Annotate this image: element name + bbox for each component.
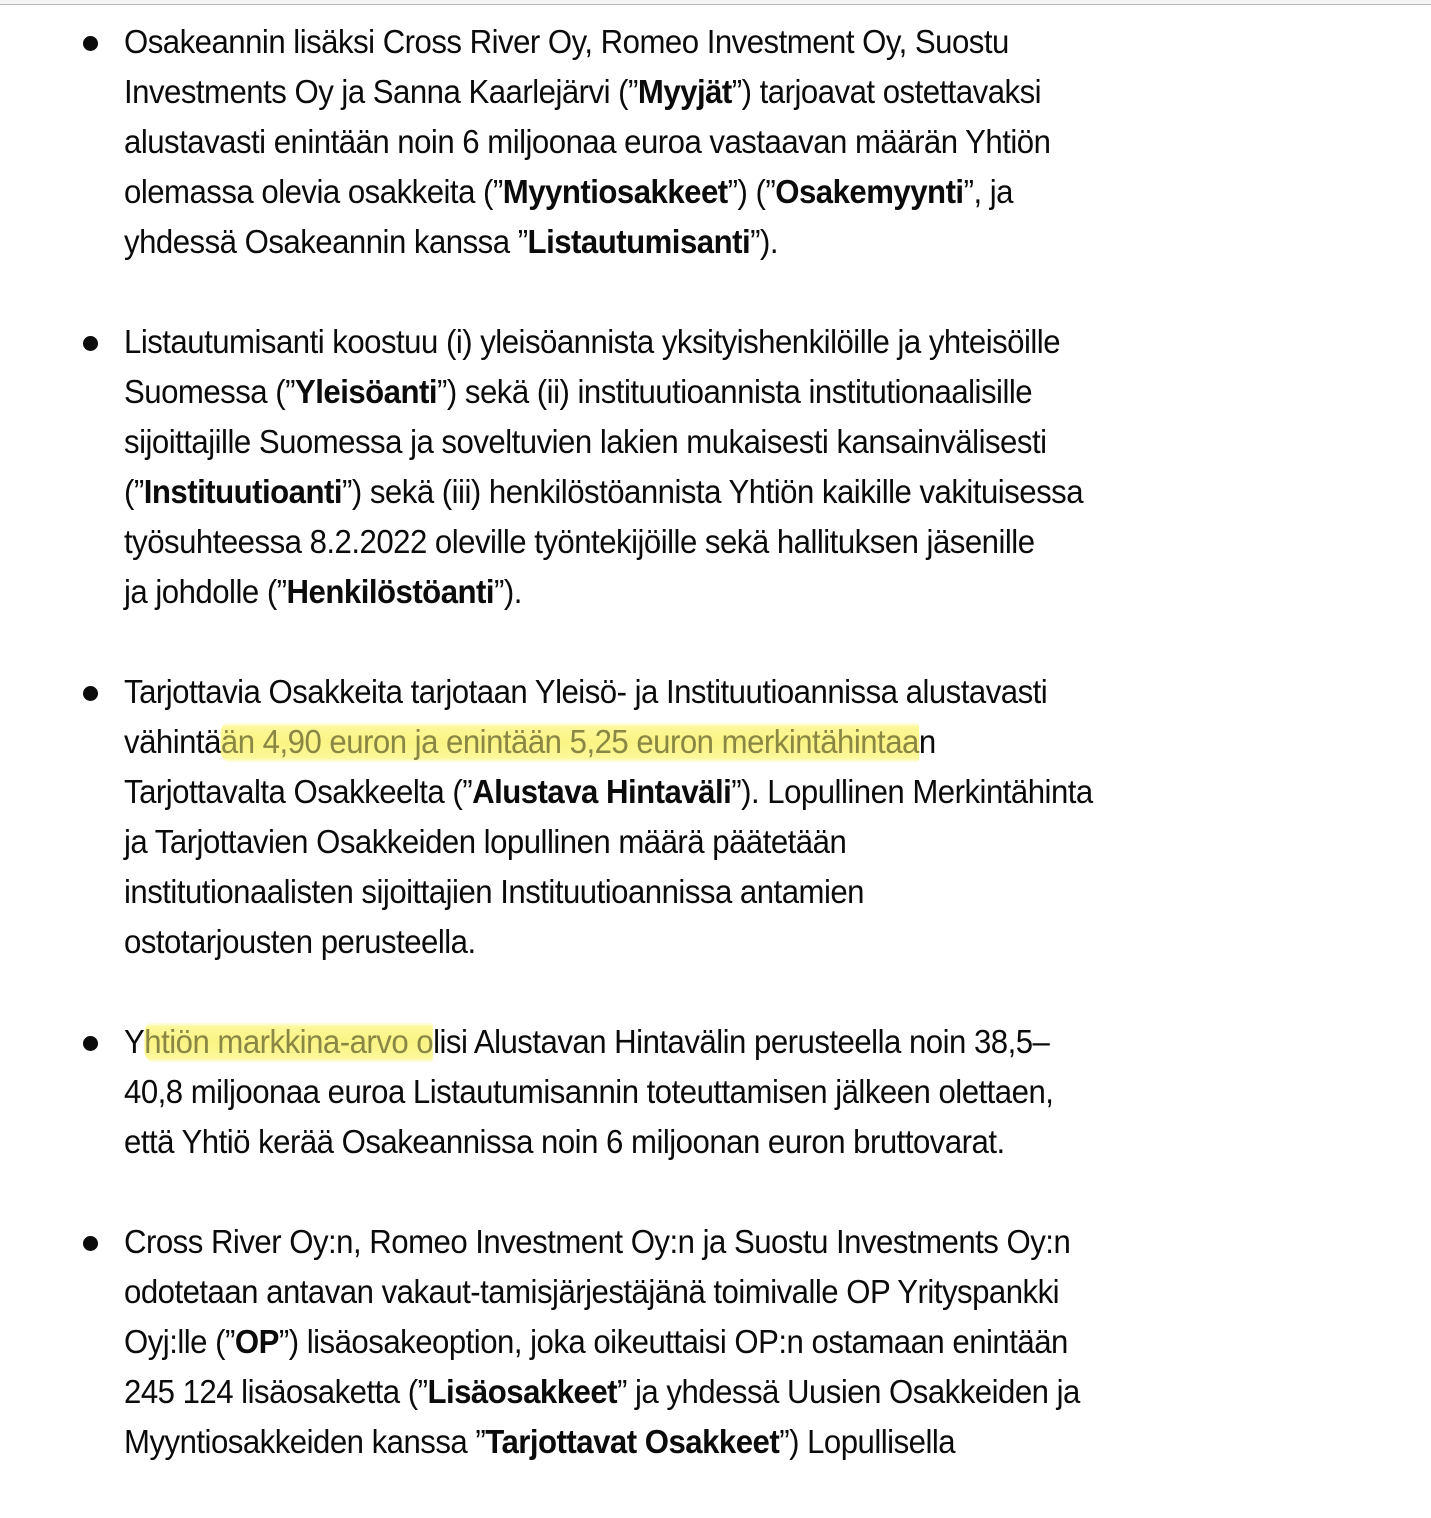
defined-term: Myyjät [637,74,732,111]
text-line [124,668,1333,718]
text-line [124,1418,1333,1468]
bullet-item-offering-structure [0,318,1354,618]
defined-term: Henkilöstöanti [286,574,495,611]
text-run: Oyj:lle (” [124,1324,235,1361]
text-run: ostotarjousten perusteella. [124,924,476,961]
text-run: ja johdolle (” [124,574,287,611]
bullet-icon [83,36,98,51]
defined-term: Alustava Hintaväli [472,774,732,811]
text-line [124,18,1333,68]
text-line [124,1068,1333,1118]
text-run: ”) sekä (iii) henkilöstöannista Yhtiön kaikille vakituisessa [341,474,1084,511]
text-run: ”) sekä (ii) instituutioannista institutionaalisille [437,374,1033,411]
text-run: ”). [750,224,779,261]
defined-term: Tarjottavat Osakkeet [485,1424,780,1461]
text-run: ”) tarjoavat ostettavaksi [731,74,1042,111]
paragraph [124,1218,1333,1468]
bullet-item-price-range [0,668,1354,968]
text-run: sijoittajille Suomessa ja soveltuvien lakien mukaisesti kansainvälisesti [124,424,1047,461]
text-run: lisi Alustavan Hintavälin perusteella noin 38,5– [433,1024,1050,1061]
text-run: alustavasti enintään noin 6 miljoonaa euroa vastaavan määrän Yhtiön [124,124,1051,161]
text-line [124,818,1333,868]
text-run: yhdessä Osakeannin kanssa ” [124,224,528,261]
paragraph [124,18,1333,268]
text-line [124,318,1333,368]
text-run: että Yhtiö kerää Osakeannissa noin 6 miljoonan euron bruttovarat. [124,1124,1005,1161]
bullet-icon [83,1236,98,1251]
text-run: Cross River Oy:n, Romeo Investment Oy:n ja Suostu Investments Oy:n [124,1224,1071,1261]
defined-term: Yleisöanti [294,374,438,411]
text-line [124,368,1333,418]
paragraph [124,318,1333,618]
text-run: Osakeannin lisäksi Cross River Oy, Romeo Investment Oy, Suostu [124,24,1009,61]
bullet-icon [83,336,98,351]
document-body [0,18,1431,1518]
text-run: Myyntiosakkeiden kanssa ” [124,1424,486,1461]
text-run: Y [124,1024,145,1061]
highlighted-text: än 4,90 euron ja enintään 5,25 euron merkintähintaa [220,724,919,761]
paragraph [124,1018,1333,1168]
text-run: Tarjottavia Osakkeita tarjotaan Yleisö- ja Instituutioannissa alustavasti [124,674,1048,711]
text-run: n [918,724,936,761]
text-run: ja Tarjottavien Osakkeiden lopullinen määrä päätetään [124,824,847,861]
bullet-icon [83,1036,98,1051]
bullet-item-overallotment [0,1218,1354,1468]
text-line [124,1268,1333,1318]
bullet-item-market-value [0,1018,1354,1168]
text-run: (” [124,474,144,511]
text-line [124,1318,1333,1368]
text-line [124,418,1333,468]
defined-term: Osakemyynti [775,174,964,211]
text-run: olemassa olevia osakkeita (” [124,174,503,211]
text-line [124,68,1333,118]
text-run: 245 124 lisäosaketta (” [124,1374,428,1411]
defined-term: Myyntiosakkeet [502,174,728,211]
defined-term: Instituutioanti [143,474,342,511]
text-run: Tarjottavalta Osakkeelta (” [124,774,473,811]
defined-term: OP [234,1324,279,1361]
text-run: odotetaan antavan vakaut-tamisjärjestäjänä toimivalle OP Yrityspankki [124,1274,1060,1311]
text-run: vähintä [124,724,221,761]
text-line [124,468,1333,518]
text-line [124,918,1333,968]
text-run: 40,8 miljoonaa euroa Listautumisannin toteuttamisen jälkeen olettaen, [124,1074,1054,1111]
text-line [124,1218,1333,1268]
text-run: ”) lisäosakeoption, joka oikeuttaisi OP:n ostamaan enintään [278,1324,1068,1361]
text-run: työsuhteessa 8.2.2022 oleville työntekijöille sekä hallituksen jäsenille [124,524,1035,561]
bullet-icon [83,686,98,701]
text-line [124,118,1333,168]
text-run: ”) Lopullisella [779,1424,956,1461]
top-bar [0,0,1431,5]
paragraph [124,668,1333,968]
text-run: ”). [494,574,522,611]
text-run: ”) (” [727,174,776,211]
text-line [124,718,1333,768]
text-line [124,768,1333,818]
text-run: ”, ja [963,174,1013,211]
text-run: Listautumisanti koostuu (i) yleisöannista yksityishenkilöille ja yhteisöille [124,324,1061,361]
bullet-item-sellers [0,18,1354,268]
text-run: ”). Lopullinen Merkintähinta [731,774,1093,811]
highlighted-text: htiön markkina-arvo o [144,1024,434,1061]
text-line [124,218,1333,268]
defined-term: Listautumisanti [527,224,751,261]
text-line [124,518,1333,568]
text-line [124,568,1333,618]
text-line [124,1368,1333,1418]
text-line [124,1118,1333,1168]
text-run: Suomessa (” [124,374,295,411]
text-line [124,1018,1333,1068]
text-line [124,868,1333,918]
text-run: ” ja yhdessä Uusien Osakkeiden ja [617,1374,1080,1411]
text-line [124,168,1333,218]
defined-term: Lisäosakkeet [427,1374,618,1411]
text-run: Investments Oy ja Sanna Kaarlejärvi (” [124,74,638,111]
text-run: institutionaalisten sijoittajien Instituutioannissa antamien [124,874,864,911]
